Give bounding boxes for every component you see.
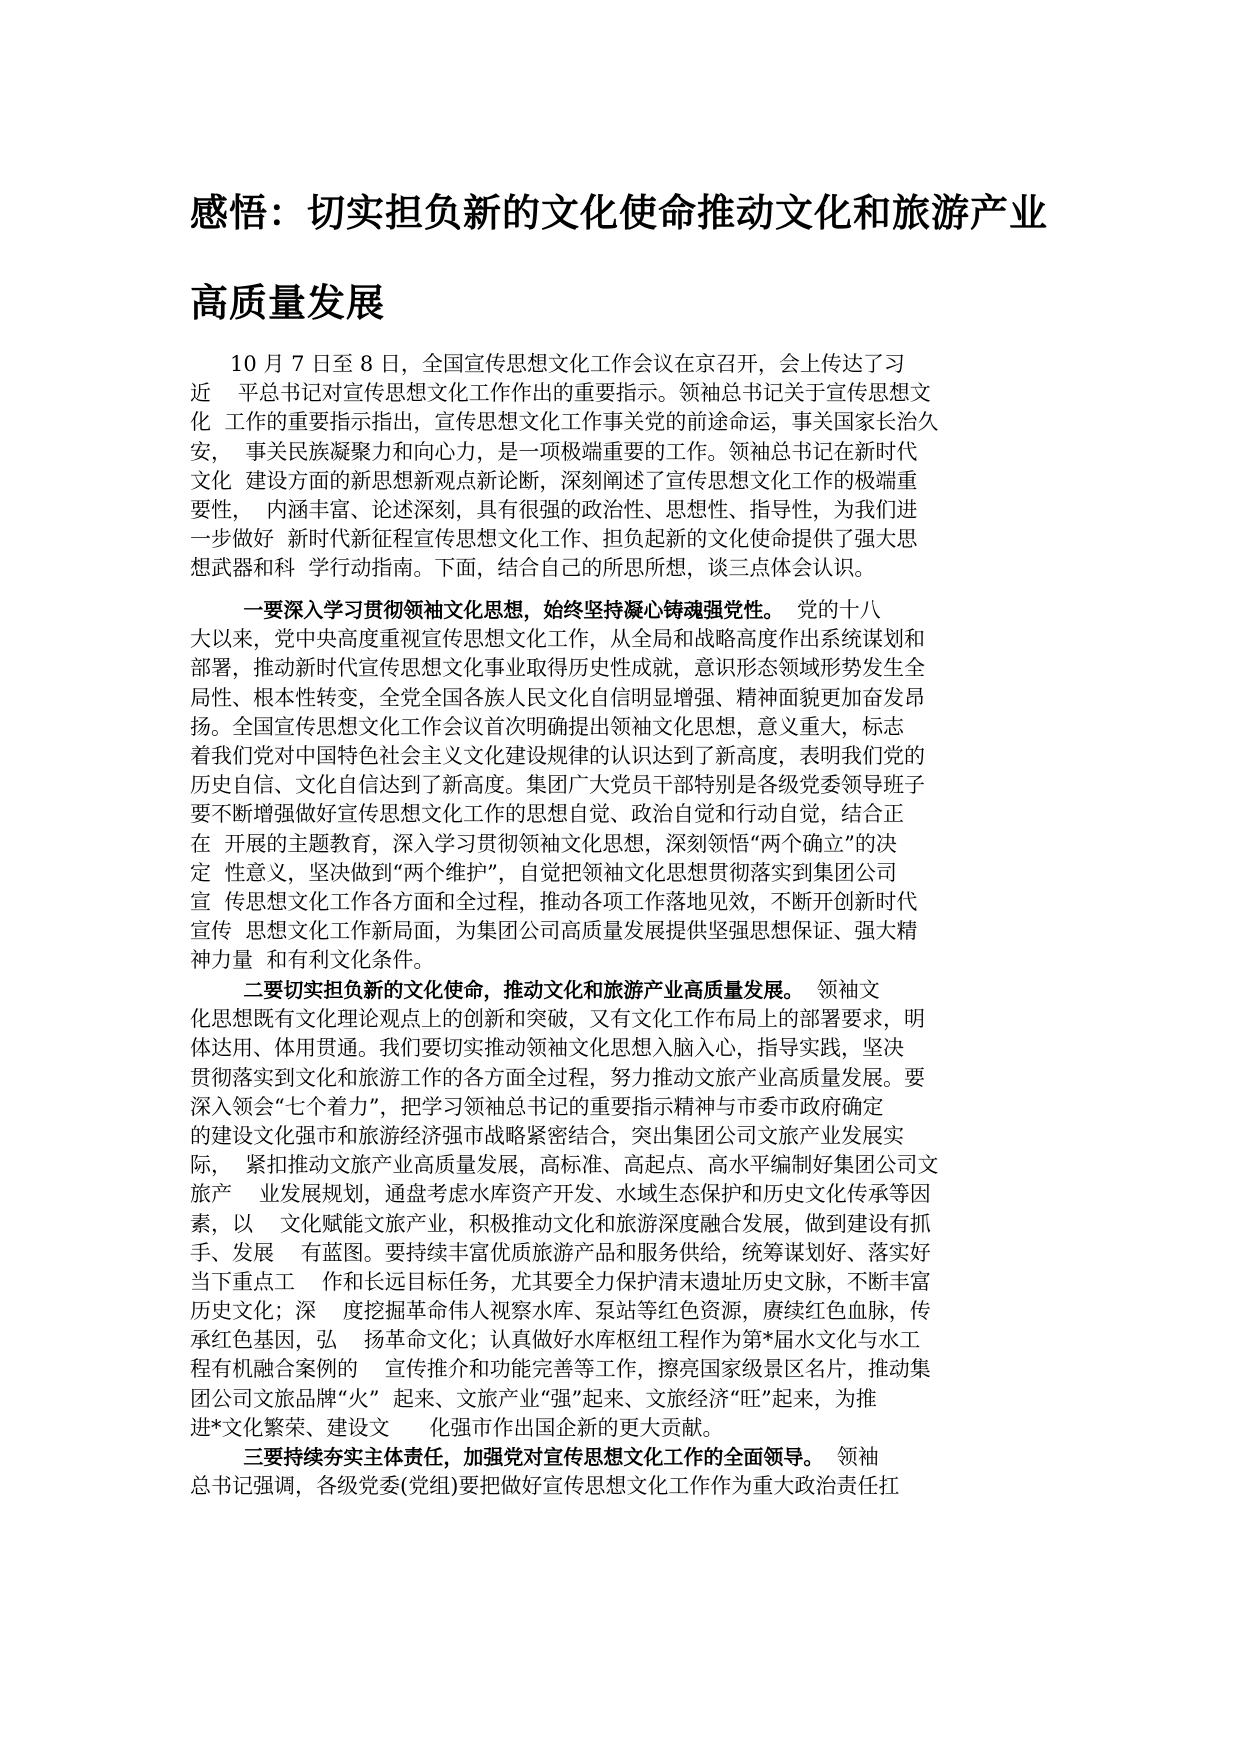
text-line: 大以来，党中央高度重视宣传思想文化工作，从全局和战略高度作出系统谋划和 xyxy=(190,627,925,652)
text-line: 团公司文旅品牌“火” 起来、文旅产业“强”起来、文旅经济“旺”起来，为推 xyxy=(190,1386,877,1411)
text-line: 宣 传思想文化工作各方面和全过程，推动各项工作落地见效，不断开创新时代 xyxy=(190,889,918,914)
text-line: 体达用、体用贯通。我们要切实推动领袖文化思想入脑入心，指导实践，坚决 xyxy=(190,1036,904,1061)
text-line: 程有机融合案例的 宣传推介和功能完善等工作，擦亮国家级景区名片，推动集 xyxy=(190,1357,931,1382)
text-line: 扬。全国宣传思想文化工作会议首次明确提出领袖文化思想，意义重大，标志 xyxy=(190,714,904,739)
document-title-line-2: 高质量发展 xyxy=(190,281,386,325)
text-line: 贯彻落实到文化和旅游工作的各方面全过程，努力推动文旅产业高质量发展。要 xyxy=(190,1065,925,1090)
text-line: 化思想既有文化理论观点上的创新和突破，又有文化工作布局上的部署要求，明 xyxy=(190,1007,925,1032)
point-1-text-start: 党的十八 xyxy=(783,598,881,622)
text-line: 要不断增强做好宣传思想文化工作的思想自觉、政治自觉和行动自觉，结合正 xyxy=(190,802,904,827)
text-line: 的建设文化强市和旅游经济强市战略紧密结合，突出集团公司文旅产业发展实 xyxy=(190,1123,904,1148)
text-line: 想武器和科 学行动指南。下面，结合自己的所思所想，谈三点体会认识。 xyxy=(190,556,876,581)
text-line: 承红色基因，弘 扬革命文化；认真做好水库枢纽工程作为第*届水文化与水工 xyxy=(190,1328,921,1353)
text-line: 神力量 和有利文化条件。 xyxy=(190,948,435,973)
text-line: 深入领会“七个着力”，把学习领袖总书记的重要指示精神与市委市政府确定 xyxy=(190,1094,884,1119)
text-line: 着我们党对中国特色社会主义文化建设规律的认识达到了新高度，表明我们党的 xyxy=(190,743,925,768)
paragraph-intro xyxy=(190,350,1060,584)
text-line xyxy=(190,1443,1060,1472)
text-line: 近 平总书记对宣传思想文化工作作出的重要指示。领袖总书记关于宣传思想文 xyxy=(190,381,931,406)
text-line xyxy=(190,976,1060,1005)
paragraph-point-1 xyxy=(190,596,1060,975)
text-line: 部署，推动新时代宣传思想文化事业取得历史性成就，意识形态领域形势发生全 xyxy=(190,656,925,681)
point-2-heading: 二要切实担负新的文化使命，推动文化和旅游产业高质量发展。 xyxy=(243,978,804,1002)
text-line: 文化 建设方面的新思想新观点新论断，深刻阐述了宣传思想文化工作的极端重 xyxy=(190,468,918,493)
text-line: 历史自信、文化自信达到了新高度。集团广大党员干部特别是各级党委领导班子 xyxy=(190,773,925,798)
text-line: 际， 紧扣推动文旅产业高质量发展，高标准、高起点、高水平编制好集团公司文 xyxy=(190,1153,939,1178)
text-line: 局性、根本性转变，全党全国各族人民文化自信明显增强、精神面貌更加奋发昂 xyxy=(190,685,925,710)
point-3-heading: 三要持续夯实主体责任，加强党对宣传思想文化工作的全面领导。 xyxy=(243,1445,824,1469)
text-line: 一步做好 新时代新征程宣传思想文化工作、担负起新的文化使命提供了强大思 xyxy=(190,527,918,552)
text-line: 要性， 内涵丰富、论述深刻，具有很强的政治性、思想性、指导性，为我们进 xyxy=(190,497,918,522)
text-line: 在 开展的主题教育，深入学习贯彻领袖文化思想，深刻领悟“两个确立”的决 xyxy=(190,831,897,856)
text-line xyxy=(190,596,1060,625)
document-title-line-1: 感悟：切实担负新的文化使命推动文化和旅游产业 xyxy=(190,191,1049,235)
paragraph-point-2 xyxy=(190,976,1060,1443)
text-line: 安， 事关民族凝聚力和向心力，是一项极端重要的工作。领袖总书记在新时代 xyxy=(190,439,918,464)
text-line: 定 性意义，坚决做到“两个维护”，自觉把领袖文化思想贯彻落实到集团公司 xyxy=(190,860,897,885)
text-line: 素，以 文化赋能文旅产业，积极推动文化和旅游深度融合发展，做到建设有抓 xyxy=(190,1211,931,1236)
point-1-heading: 一要深入学习贯彻领袖文化思想，始终坚持凝心铸魂强党性。 xyxy=(243,598,784,622)
text-line: 化 工作的重要指示指出，宣传思想文化工作事关党的前途命运，事关国家长治久 xyxy=(190,410,939,435)
text-line: 宣传 思想文化工作新局面，为集团公司高质量发展提供坚强思想保证、强大精 xyxy=(190,919,918,944)
text-line: 进*文化繁荣、建设文 化强市作出国企新的更大贡献。 xyxy=(190,1415,724,1440)
text-line: 当下重点工 作和长远目标任务，尤其要全力保护清末遗址历史文脉，不断丰富 xyxy=(190,1269,931,1294)
text-line: 总书记强调，各级党委(党组)要把做好宣传思想文化工作作为重大政治责任扛 xyxy=(190,1474,900,1499)
text-line: 10 月 7 日至 8 日，全国宣传思想文化工作会议在京召开，会上传达了习 xyxy=(190,352,905,376)
paragraph-point-3 xyxy=(190,1443,1060,1501)
text-line: 旅产 业发展规划，通盘考虑水库资产开发、水域生态保护和历史文化传承等因 xyxy=(190,1182,931,1207)
point-2-text-start: 领袖文 xyxy=(803,978,880,1002)
text-line: 手、发展 有蓝图。要持续丰富优质旅游产品和服务供给，统筹谋划好、落实好 xyxy=(190,1240,931,1265)
point-3-text-start: 领袖 xyxy=(823,1445,879,1469)
text-line: 历史文化；深 度挖掘革命伟人视察水库、泵站等红色资源，赓续红色血脉，传 xyxy=(190,1299,931,1324)
